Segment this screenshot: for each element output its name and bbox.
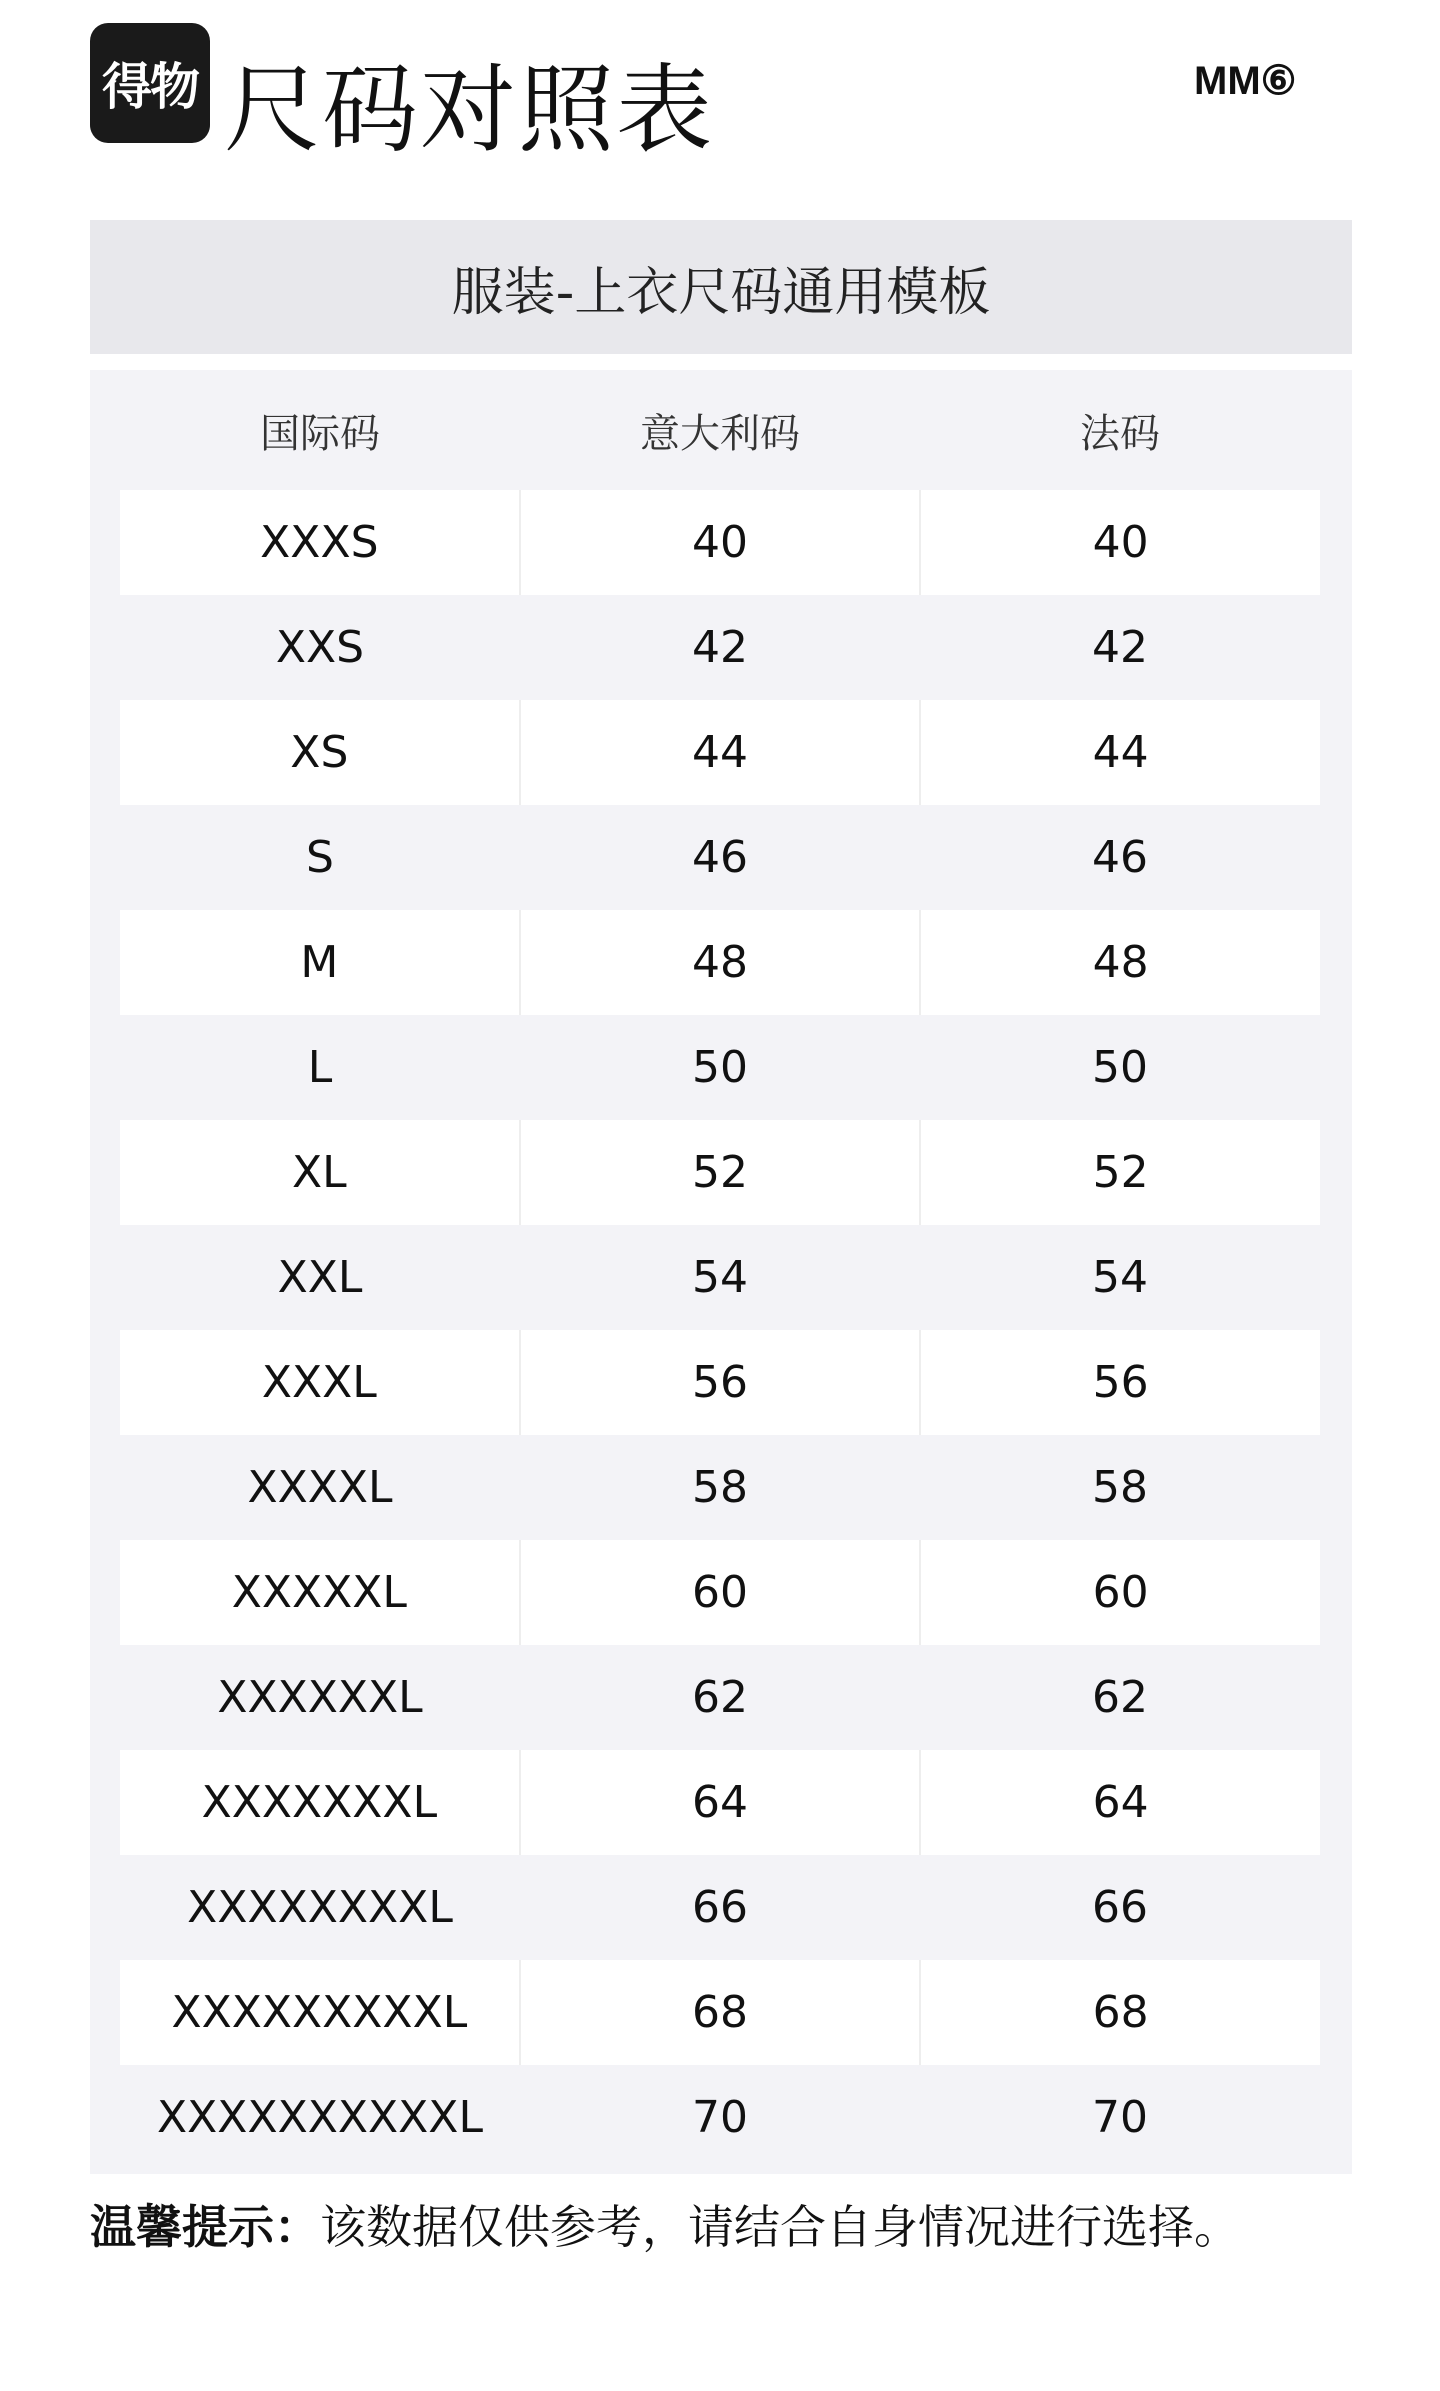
cell-international: XXXXXXXXXXL	[157, 2092, 483, 2143]
logo-text: 得物	[102, 58, 198, 116]
cell-italy: 58	[692, 1462, 748, 1513]
cell-italy: 44	[519, 700, 920, 805]
cell-italy: 68	[519, 1960, 920, 2065]
table-row	[120, 910, 1320, 1015]
column-header-international: 国际码	[260, 410, 380, 457]
cell-international: L	[307, 1042, 333, 1093]
cell-international: XXXL	[120, 1330, 519, 1435]
cell-italy: 60	[519, 1540, 920, 1645]
cell-italy: 52	[519, 1120, 920, 1225]
cell-international: XXL	[277, 1252, 363, 1303]
cell-italy: 66	[692, 1882, 748, 1933]
cell-france: 44	[919, 700, 1320, 805]
column-header-italy: 意大利码	[640, 410, 800, 457]
cell-international: XL	[120, 1120, 519, 1225]
table-caption: 服装-上衣尺码通用模板	[90, 220, 1352, 354]
column-header-france: 法码	[1080, 410, 1160, 457]
footer-tip	[90, 2195, 1240, 2259]
cell-italy: 56	[519, 1330, 920, 1435]
cell-france: 48	[919, 910, 1320, 1015]
cell-international: XXXS	[120, 490, 519, 595]
cell-international: XXXXXXXXL	[187, 1882, 453, 1933]
table-row	[120, 1330, 1320, 1435]
tip-text: 该数据仅供参考，请结合自身情况进行选择。	[320, 2200, 1240, 2254]
tip-label: 温馨提示：	[90, 2200, 320, 2254]
cell-italy: 70	[692, 2092, 748, 2143]
cell-france: 66	[1092, 1882, 1148, 1933]
table-row	[120, 1015, 1320, 1120]
table-row	[120, 595, 1320, 700]
table-row	[120, 1960, 1320, 2065]
cell-italy: 42	[692, 622, 748, 673]
cell-italy: 48	[519, 910, 920, 1015]
cell-france: 42	[1092, 622, 1148, 673]
brand-logo: MM⑥	[1194, 59, 1297, 103]
cell-france: 52	[919, 1120, 1320, 1225]
cell-france: 50	[1092, 1042, 1148, 1093]
cell-italy: 64	[519, 1750, 920, 1855]
page-title: 尺码对照表	[224, 54, 714, 166]
cell-international: S	[306, 832, 334, 883]
cell-international: XS	[120, 700, 519, 805]
size-table	[90, 370, 1352, 2174]
cell-italy: 40	[519, 490, 920, 595]
cell-italy: 50	[692, 1042, 748, 1093]
table-row	[120, 700, 1320, 805]
table-header-row	[120, 370, 1320, 490]
cell-france: 46	[1092, 832, 1148, 883]
table-row	[120, 1855, 1320, 1960]
cell-italy: 62	[692, 1672, 748, 1723]
table-row	[120, 1645, 1320, 1750]
cell-france: 56	[919, 1330, 1320, 1435]
cell-international: XXXXXL	[120, 1540, 519, 1645]
cell-france: 62	[1092, 1672, 1148, 1723]
cell-france: 40	[919, 490, 1320, 595]
table-row	[120, 2065, 1320, 2170]
cell-international: M	[120, 910, 519, 1015]
cell-italy: 46	[692, 832, 748, 883]
cell-international: XXS	[275, 622, 365, 673]
table-row	[120, 1435, 1320, 1540]
cell-international: XXXXXXXL	[120, 1750, 519, 1855]
cell-france: 58	[1092, 1462, 1148, 1513]
table-row	[120, 1540, 1320, 1645]
table-body	[120, 490, 1320, 2170]
cell-france: 70	[1092, 2092, 1148, 2143]
cell-international: XXXXXXXXXL	[120, 1960, 519, 2065]
cell-france: 60	[919, 1540, 1320, 1645]
cell-france: 54	[1092, 1252, 1148, 1303]
cell-international: XXXXXXL	[217, 1672, 423, 1723]
cell-france: 64	[919, 1750, 1320, 1855]
table-row	[120, 490, 1320, 595]
cell-france: 68	[919, 1960, 1320, 2065]
table-row	[120, 805, 1320, 910]
table-row	[120, 1750, 1320, 1855]
table-row	[120, 1120, 1320, 1225]
cell-international: XXXXL	[247, 1462, 393, 1513]
app-logo	[90, 23, 210, 143]
table-row	[120, 1225, 1320, 1330]
cell-italy: 54	[692, 1252, 748, 1303]
